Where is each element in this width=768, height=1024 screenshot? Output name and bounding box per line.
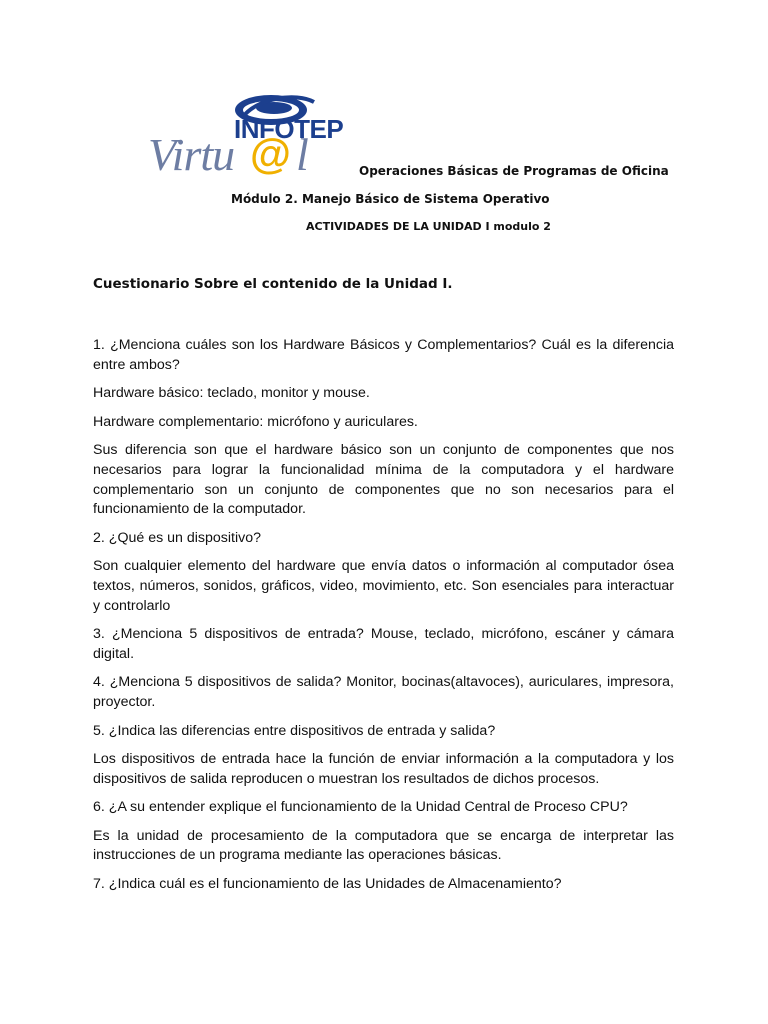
logo-brand-text: INFOTEP [234,114,344,144]
paragraph: Hardware básico: teclado, monitor y mouse. [93,385,370,402]
paragraph: Son cualquier elemento del hardware que envía datos o información al computador ósea textos, números, sonidos, gráficos, video, movimiento, etc. Son esenciales para interactuar y controlarlo [93,558,674,614]
paragraph: Es la unidad de procesamiento de la computadora que se encarga de interpretar las instrucciones de un programa mediante las operaciones básicas. [93,827,674,864]
paragraph: 2. ¿Qué es un dispositivo? [93,529,261,546]
paragraph: Hardware complementario: micrófono y auriculares. [93,413,418,430]
paragraph: 3. ¿Menciona 5 dispositivos de entrada? Mouse, teclado, micrófono, escáner y cámara digital. [93,626,674,662]
paragraph: 7. ¿Indica cuál es el funcionamiento de las Unidades de Almacenamiento? [93,876,562,893]
logo-at-symbol: @ [250,130,291,177]
paragraph: 4. ¿Menciona 5 dispositivos de salida? Monitor, bocinas(altavoces), auriculares, impresora, proyector. [93,674,674,710]
paragraph: Sus diferencia son que el hardware básico son un conjunto de componentes que nos necesarios para lograr la funcionalidad mínima de la computadora y el hardware complementario son un conjunto de componentes que no son necesarios para el funcionamiento de la computador. [93,442,674,518]
logo-script-text: Virtu [148,129,235,180]
module-title: Módulo 2. Manejo Básico de Sistema Operativo [231,192,550,206]
paragraph: 5. ¿Indica las diferencias entre dispositivos de entrada y salida? [93,722,496,739]
activities-title: ACTIVIDADES DE LA UNIDAD I modulo 2 [306,220,551,233]
infotep-virtual-logo [146,88,344,188]
course-title: Operaciones Básicas de Programas de Oficina [359,164,669,178]
paragraph: Los dispositivos de entrada hace la función de enviar información a la computadora y los dispositivos de salida reproducen o muestran los resultados de dichos procesos. [93,751,674,787]
document-body [93,336,674,904]
paragraph: 1. ¿Menciona cuáles son los Hardware Básicos y Complementarios? Cuál es la diferencia entre ambos? [93,337,674,373]
questionnaire-title: Cuestionario Sobre el contenido de la Unidad I. [93,276,453,292]
paragraph: 6. ¿A su entender explique el funcionamiento de la Unidad Central de Proceso CPU? [93,799,628,816]
logo-script-tail: l [296,129,309,180]
